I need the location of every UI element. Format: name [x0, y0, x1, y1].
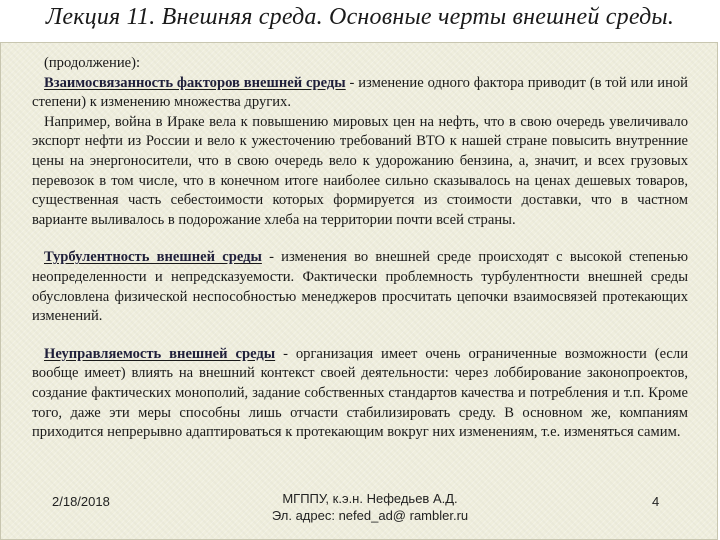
term-uncontrollability: Неуправляемость внешней среды: [44, 345, 276, 362]
paragraph-interconnection: [32, 74, 688, 113]
paragraph-interconnection-text: - изменение одного фактора приводит (в той или иной степени) к изменению множества других.: [32, 74, 688, 111]
paragraph-example: Например, война в Ираке вела к повышению мировых цен на нефть, что в свою очередь увеличивало экспорт нефти из России и вело к ужесточению требований ВТО к нашей стране повысить внутренние цены на энергоносители, что в свою очередь вело к удорожанию бензина, а, значит, и всех грузовых перевозок в том числе, что в конечном итоге наиболее сильно сказывалось на ценах дешевых товаров, существенная часть себестоимости которых формируется из стоимости доставки, что в частном варианте выливалось в подорожание хлеба на территории почти всей страны.: [32, 113, 688, 228]
term-turbulence: Турбулентность внешней среды: [44, 249, 262, 266]
footer-email: Эл. адрес: nefed_ad@ rambler.ru: [271, 508, 469, 523]
spacer: [32, 327, 688, 345]
footer-author-block: [240, 490, 500, 524]
page-number: 4: [652, 494, 660, 509]
slide-body: [32, 54, 688, 443]
paragraph-turbulence: [32, 248, 688, 326]
paragraph-turbulence-text: - изменения во внешней среде происходят с высокой степенью неопределенности и непредсказуемости. Фактически проблемность турбулентности внешней среды обусловлена физической неспособностью менеджеров просчитать цепочки взаимосвязей протекающих изменений.: [32, 249, 688, 325]
paragraph-uncontrollability-text: - организация имеет очень ограниченные возможности (если вообще имеет) влиять на внешний контекст своей деятельности: через лоббирование законопроектов, создание фактических монополий, задание собственных стандартов качества и потребления и т.п. Кроме того, даже эти меры способны лишь отчасти стабилизировать среду. В основном же, компаниям приходится непрерывно адаптироваться к протекающим вокруг них изменениям, т.е. изменяться самим.: [32, 345, 689, 441]
term-interconnection: Взаимосвязанность факторов внешней среды: [44, 74, 346, 91]
slide-title: Лекция 11. Внешняя среда. Основные черты внешней среды.: [45, 4, 675, 30]
paragraph-uncontrollability: [32, 345, 688, 443]
footer-date: 2/18/2018: [52, 494, 110, 509]
footer-author: МГППУ, к.э.н. Нефедьев А.Д.: [282, 491, 458, 506]
spacer: [32, 230, 688, 248]
continuation-label: (продолжение):: [44, 55, 141, 71]
